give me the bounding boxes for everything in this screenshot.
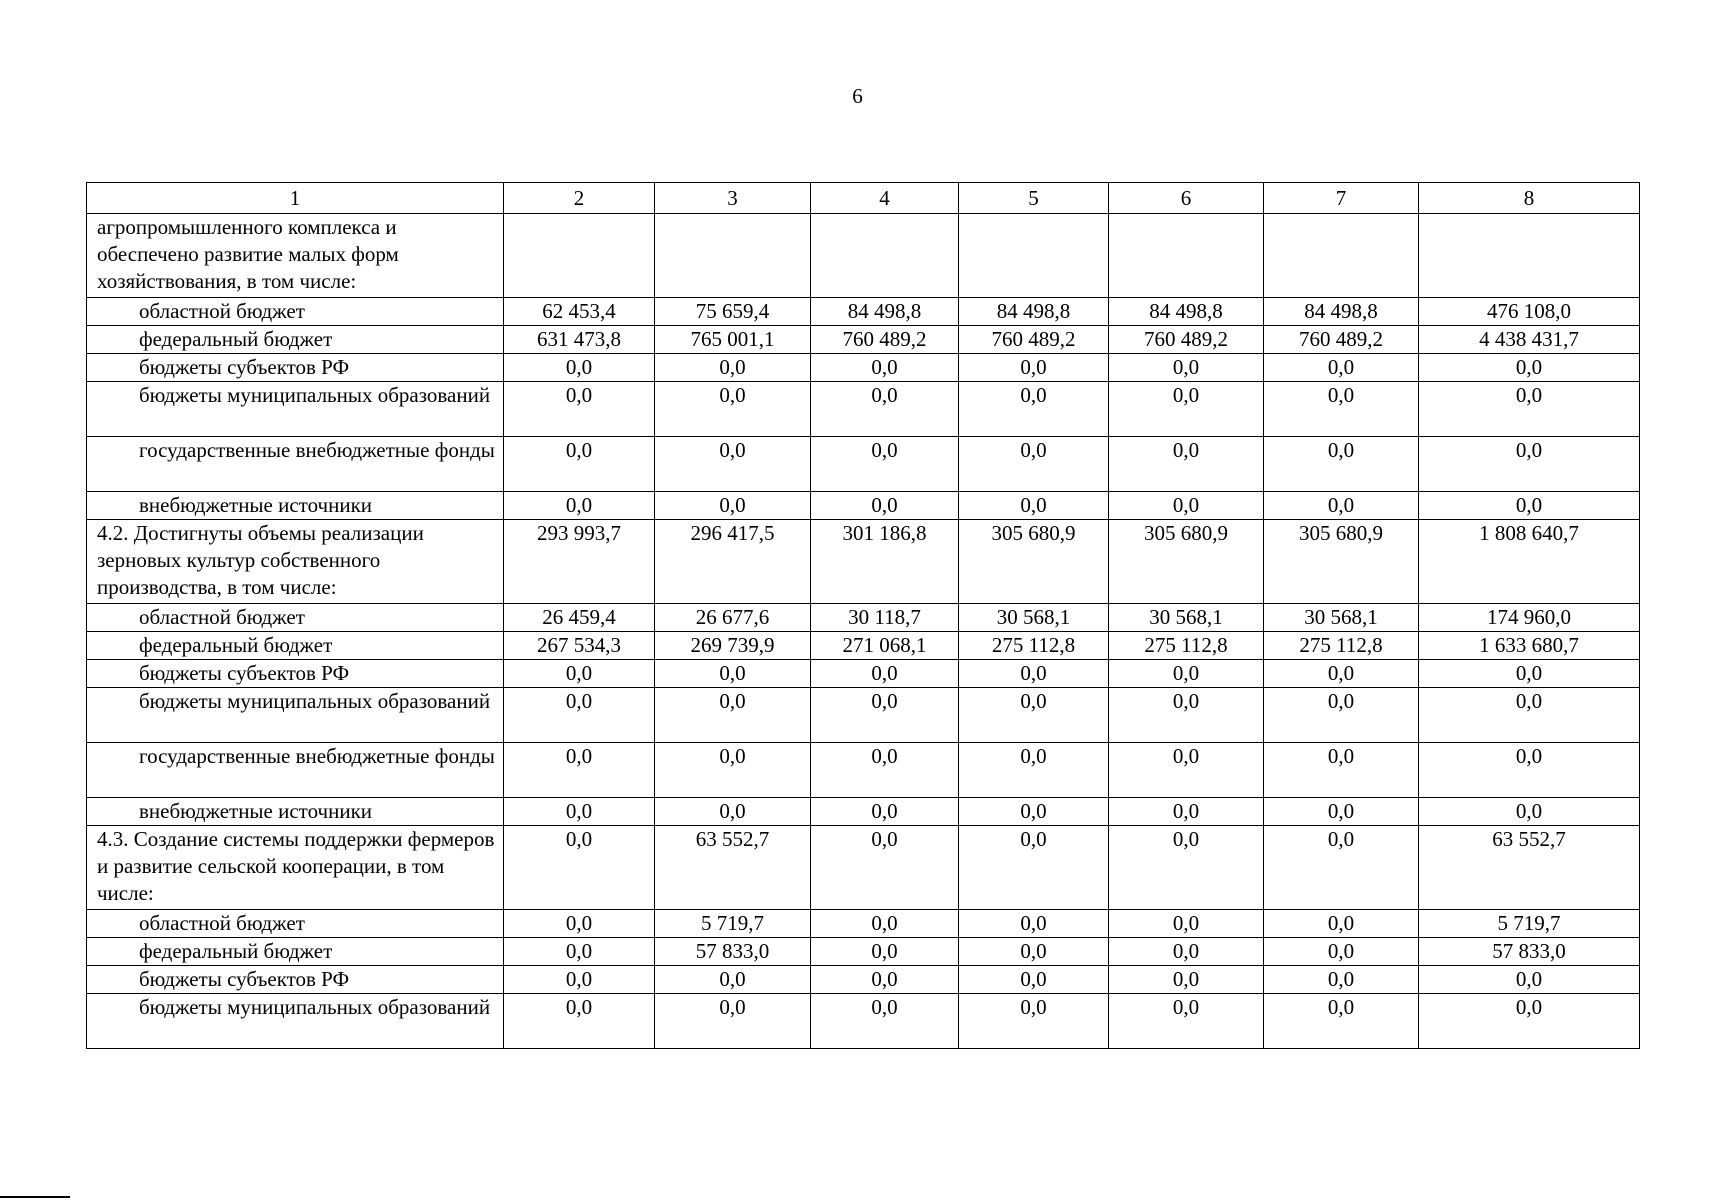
value-cell: 0,0 — [811, 382, 959, 437]
value-cell: 30 568,1 — [1109, 604, 1264, 632]
value-cell: 0,0 — [504, 743, 655, 798]
value-cell: 0,0 — [1419, 354, 1640, 382]
value-cell: 271 068,1 — [811, 632, 959, 660]
value-cell: 0,0 — [1109, 910, 1264, 938]
value-cell: 0,0 — [1419, 437, 1640, 492]
source-label: внебюджетные источники — [87, 798, 504, 826]
source-row — [87, 798, 1640, 826]
section-row — [87, 214, 1640, 298]
source-row — [87, 994, 1640, 1049]
value-cell: 760 489,2 — [811, 326, 959, 354]
value-cell: 305 680,9 — [1264, 520, 1419, 604]
value-cell: 0,0 — [504, 660, 655, 688]
value-cell: 0,0 — [1264, 966, 1419, 994]
value-cell: 0,0 — [655, 437, 811, 492]
header-cell: 6 — [1109, 183, 1264, 214]
section-label: 4.2. Достигнуты объемы реализации зерновых культур собственного производства, в том числе: — [87, 520, 504, 604]
header-cell: 4 — [811, 183, 959, 214]
value-cell: 293 993,7 — [504, 520, 655, 604]
scan-edge-mark — [0, 1196, 70, 1198]
value-cell: 0,0 — [1264, 688, 1419, 743]
source-row — [87, 910, 1640, 938]
value-cell: 0,0 — [504, 910, 655, 938]
source-row — [87, 492, 1640, 520]
value-cell — [1419, 214, 1640, 298]
value-cell: 760 489,2 — [1109, 326, 1264, 354]
source-row — [87, 660, 1640, 688]
value-cell: 0,0 — [959, 938, 1109, 966]
source-row — [87, 354, 1640, 382]
value-cell: 75 659,4 — [655, 298, 811, 326]
value-cell — [811, 214, 959, 298]
value-cell: 0,0 — [1264, 382, 1419, 437]
header-cell: 2 — [504, 183, 655, 214]
value-cell: 63 552,7 — [655, 826, 811, 910]
value-cell: 0,0 — [1109, 994, 1264, 1049]
value-cell: 1 808 640,7 — [1419, 520, 1640, 604]
header-cell: 7 — [1264, 183, 1419, 214]
source-label: федеральный бюджет — [87, 632, 504, 660]
section-label: агропромышленного комплекса и обеспечено развитие малых форм хозяйствования, в том числе: — [87, 214, 504, 298]
value-cell: 0,0 — [811, 492, 959, 520]
value-cell: 0,0 — [811, 688, 959, 743]
source-row — [87, 743, 1640, 798]
value-cell: 0,0 — [504, 966, 655, 994]
value-cell: 5 719,7 — [655, 910, 811, 938]
value-cell: 765 001,1 — [655, 326, 811, 354]
value-cell: 0,0 — [811, 660, 959, 688]
value-cell: 0,0 — [1109, 798, 1264, 826]
header-cell: 3 — [655, 183, 811, 214]
value-cell: 30 568,1 — [1264, 604, 1419, 632]
value-cell: 84 498,8 — [1264, 298, 1419, 326]
value-cell: 84 498,8 — [959, 298, 1109, 326]
value-cell: 0,0 — [504, 826, 655, 910]
source-row — [87, 604, 1640, 632]
value-cell: 476 108,0 — [1419, 298, 1640, 326]
value-cell: 0,0 — [1264, 492, 1419, 520]
value-cell: 760 489,2 — [1264, 326, 1419, 354]
value-cell: 63 552,7 — [1419, 826, 1640, 910]
value-cell — [1109, 214, 1264, 298]
value-cell: 0,0 — [1264, 660, 1419, 688]
value-cell: 0,0 — [1419, 660, 1640, 688]
value-cell: 0,0 — [1109, 382, 1264, 437]
source-label: бюджеты муниципальных образований — [87, 994, 504, 1049]
header-row — [87, 183, 1640, 214]
value-cell: 30 118,7 — [811, 604, 959, 632]
value-cell: 0,0 — [1419, 966, 1640, 994]
value-cell: 0,0 — [655, 966, 811, 994]
table-body — [87, 183, 1640, 1049]
value-cell: 5 719,7 — [1419, 910, 1640, 938]
value-cell: 0,0 — [504, 798, 655, 826]
source-row — [87, 632, 1640, 660]
source-label: областной бюджет — [87, 604, 504, 632]
value-cell: 275 112,8 — [1109, 632, 1264, 660]
source-label: бюджеты субъектов РФ — [87, 660, 504, 688]
value-cell: 275 112,8 — [959, 632, 1109, 660]
value-cell: 301 186,8 — [811, 520, 959, 604]
value-cell: 0,0 — [504, 688, 655, 743]
value-cell: 0,0 — [959, 798, 1109, 826]
source-row — [87, 938, 1640, 966]
value-cell: 0,0 — [504, 492, 655, 520]
value-cell: 0,0 — [959, 966, 1109, 994]
value-cell: 57 833,0 — [1419, 938, 1640, 966]
source-label: внебюджетные источники — [87, 492, 504, 520]
value-cell: 0,0 — [1109, 826, 1264, 910]
value-cell: 0,0 — [655, 382, 811, 437]
value-cell: 26 459,4 — [504, 604, 655, 632]
value-cell: 0,0 — [504, 354, 655, 382]
value-cell: 0,0 — [1419, 688, 1640, 743]
value-cell: 0,0 — [1109, 743, 1264, 798]
value-cell: 0,0 — [811, 994, 959, 1049]
value-cell: 0,0 — [1109, 660, 1264, 688]
value-cell: 26 677,6 — [655, 604, 811, 632]
source-label: государственные внебюджетные фонды — [87, 437, 504, 492]
value-cell: 0,0 — [1264, 910, 1419, 938]
value-cell: 0,0 — [811, 354, 959, 382]
section-row — [87, 520, 1640, 604]
value-cell: 0,0 — [959, 660, 1109, 688]
value-cell: 305 680,9 — [959, 520, 1109, 604]
source-row — [87, 437, 1640, 492]
source-label: бюджеты субъектов РФ — [87, 966, 504, 994]
value-cell: 0,0 — [655, 354, 811, 382]
source-label: бюджеты муниципальных образований — [87, 382, 504, 437]
value-cell: 1 633 680,7 — [1419, 632, 1640, 660]
value-cell: 0,0 — [959, 354, 1109, 382]
budget-table — [86, 182, 1640, 1049]
value-cell: 0,0 — [959, 910, 1109, 938]
value-cell: 0,0 — [1419, 743, 1640, 798]
value-cell: 0,0 — [1109, 492, 1264, 520]
value-cell: 0,0 — [1264, 354, 1419, 382]
header-cell: 5 — [959, 183, 1109, 214]
page-number: 6 — [852, 84, 863, 108]
value-cell: 0,0 — [811, 798, 959, 826]
value-cell: 0,0 — [1109, 688, 1264, 743]
value-cell: 174 960,0 — [1419, 604, 1640, 632]
value-cell: 0,0 — [1264, 437, 1419, 492]
value-cell: 631 473,8 — [504, 326, 655, 354]
value-cell: 0,0 — [655, 688, 811, 743]
value-cell: 0,0 — [1109, 938, 1264, 966]
value-cell: 0,0 — [959, 743, 1109, 798]
value-cell: 84 498,8 — [811, 298, 959, 326]
value-cell: 0,0 — [1264, 826, 1419, 910]
value-cell: 0,0 — [1264, 798, 1419, 826]
source-row — [87, 382, 1640, 437]
value-cell: 760 489,2 — [959, 326, 1109, 354]
source-label: бюджеты субъектов РФ — [87, 354, 504, 382]
value-cell: 0,0 — [959, 994, 1109, 1049]
value-cell: 4 438 431,7 — [1419, 326, 1640, 354]
value-cell: 0,0 — [1109, 437, 1264, 492]
source-row — [87, 966, 1640, 994]
source-row — [87, 326, 1640, 354]
value-cell: 0,0 — [1419, 382, 1640, 437]
value-cell — [1264, 214, 1419, 298]
value-cell: 0,0 — [655, 798, 811, 826]
value-cell: 296 417,5 — [655, 520, 811, 604]
value-cell: 0,0 — [1109, 966, 1264, 994]
value-cell: 0,0 — [811, 826, 959, 910]
value-cell: 30 568,1 — [959, 604, 1109, 632]
value-cell: 0,0 — [1264, 938, 1419, 966]
source-label: государственные внебюджетные фонды — [87, 743, 504, 798]
source-label: федеральный бюджет — [87, 938, 504, 966]
header-cell: 1 — [87, 183, 504, 214]
value-cell — [504, 214, 655, 298]
source-label: областной бюджет — [87, 298, 504, 326]
value-cell: 0,0 — [504, 994, 655, 1049]
source-label: бюджеты муниципальных образований — [87, 688, 504, 743]
source-row — [87, 688, 1640, 743]
value-cell: 0,0 — [959, 688, 1109, 743]
value-cell: 0,0 — [655, 743, 811, 798]
value-cell: 0,0 — [959, 437, 1109, 492]
value-cell: 62 453,4 — [504, 298, 655, 326]
value-cell: 57 833,0 — [655, 938, 811, 966]
header-cell: 8 — [1419, 183, 1640, 214]
section-label: 4.3. Создание системы поддержки фермеров и развитие сельской кооперации, в том числе: — [87, 826, 504, 910]
value-cell: 0,0 — [655, 994, 811, 1049]
value-cell: 0,0 — [959, 826, 1109, 910]
value-cell: 0,0 — [1419, 798, 1640, 826]
value-cell — [959, 214, 1109, 298]
value-cell: 0,0 — [655, 492, 811, 520]
value-cell: 305 680,9 — [1109, 520, 1264, 604]
value-cell: 0,0 — [1264, 743, 1419, 798]
source-label: областной бюджет — [87, 910, 504, 938]
value-cell: 0,0 — [959, 382, 1109, 437]
value-cell: 0,0 — [655, 660, 811, 688]
value-cell: 0,0 — [811, 437, 959, 492]
value-cell: 275 112,8 — [1264, 632, 1419, 660]
section-row — [87, 826, 1640, 910]
source-row — [87, 298, 1640, 326]
value-cell: 0,0 — [811, 966, 959, 994]
value-cell: 0,0 — [1109, 354, 1264, 382]
value-cell: 267 534,3 — [504, 632, 655, 660]
value-cell: 0,0 — [504, 382, 655, 437]
source-label: федеральный бюджет — [87, 326, 504, 354]
value-cell: 269 739,9 — [655, 632, 811, 660]
value-cell — [655, 214, 811, 298]
value-cell: 0,0 — [811, 938, 959, 966]
value-cell: 0,0 — [1419, 492, 1640, 520]
value-cell: 0,0 — [1419, 994, 1640, 1049]
value-cell: 0,0 — [959, 492, 1109, 520]
value-cell: 0,0 — [504, 437, 655, 492]
value-cell: 0,0 — [811, 910, 959, 938]
value-cell: 0,0 — [504, 938, 655, 966]
value-cell: 84 498,8 — [1109, 298, 1264, 326]
value-cell: 0,0 — [811, 743, 959, 798]
value-cell: 0,0 — [1264, 994, 1419, 1049]
